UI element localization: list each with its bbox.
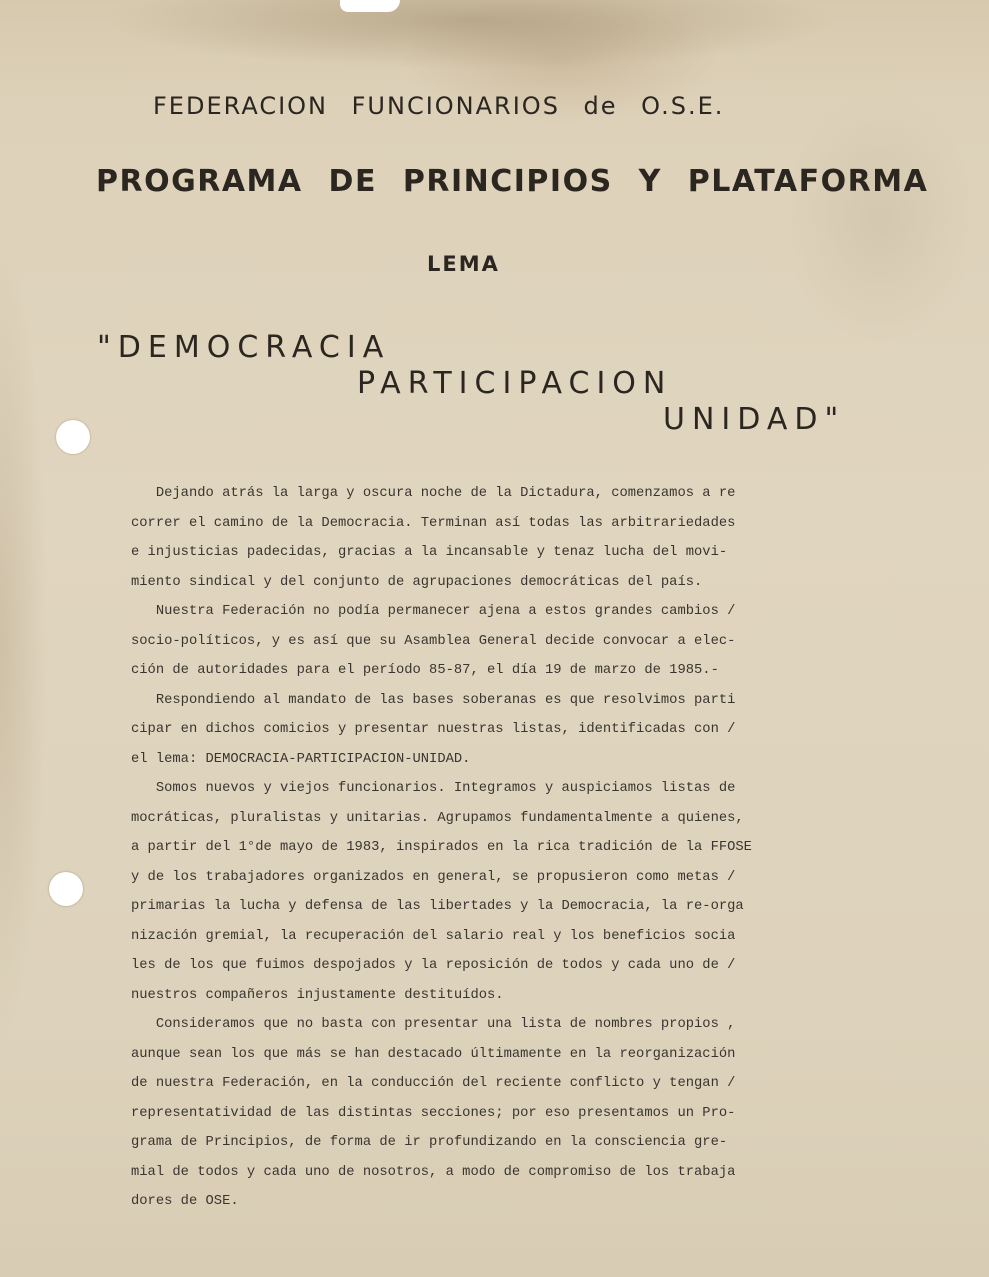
text-line: miento sindical y del conjunto de agrupaciones democráticas del país. bbox=[131, 574, 703, 590]
text-line: Dejando atrás la larga y oscura noche de la Dictadura, comenzamos a re bbox=[131, 486, 736, 501]
text-line: grama de Principios, de forma de ir profundizando en la consciencia gre- bbox=[131, 1135, 728, 1150]
text-line: Consideramos que no basta con presentar una lista de nombres propios , bbox=[131, 1017, 736, 1032]
text-line: mocráticas, pluralistas y unitarias. Agrupamos fundamentalmente a quienes, bbox=[131, 810, 744, 826]
text-line: Nuestra Federación no podía permanecer ajena a estos grandes cambios / bbox=[131, 604, 736, 619]
federation-title: FEDERACION FUNCIONARIOS de O.S.E. bbox=[153, 92, 725, 120]
text-line: nización gremial, la recuperación del salario real y los beneficios socia bbox=[131, 928, 736, 944]
text-line: correr el camino de la Democracia. Terminan así todas las arbitrariedades bbox=[131, 515, 736, 531]
lema-heading: LEMA bbox=[427, 252, 500, 276]
text-line: el lema: DEMOCRACIA-PARTICIPACION-UNIDAD. bbox=[131, 751, 471, 767]
text-line: representatividad de las distintas secciones; por eso presentamos un Pro- bbox=[131, 1105, 736, 1121]
text-line: Somos nuevos y viejos funcionarios. Integramos y auspiciamos listas de bbox=[131, 781, 736, 796]
punch-hole-bottom bbox=[49, 872, 83, 906]
text-line: ción de autoridades para el período 85-87, el día 19 de marzo de 1985.- bbox=[131, 663, 719, 678]
body-text bbox=[131, 479, 781, 1217]
text-line: socio-políticos, y es así que su Asamblea General decide convocar a elec- bbox=[131, 633, 736, 649]
motto-participacion: PARTICIPACION bbox=[357, 366, 673, 401]
motto-unidad: UNIDAD" bbox=[663, 402, 846, 437]
text-line: cipar en dichos comicios y presentar nuestras listas, identificadas con / bbox=[131, 722, 736, 737]
text-line: nuestros compañeros injustamente destituídos. bbox=[131, 987, 504, 1003]
text-line: e injusticias padecidas, gracias a la incansable y tenaz lucha del movi- bbox=[131, 545, 728, 560]
text-line: Respondiendo al mandato de las bases soberanas es que resolvimos parti bbox=[131, 692, 736, 708]
text-line: dores de OSE. bbox=[131, 1194, 239, 1209]
text-line: primarias la lucha y defensa de las libertades y la Democracia, la re-orga bbox=[131, 899, 744, 914]
punch-hole-top bbox=[56, 420, 90, 454]
text-line: mial de todos y cada uno de nosotros, a modo de compromiso de los trabaja bbox=[131, 1164, 736, 1180]
text-line: aunque sean los que más se han destacado últimamente en la reorganización bbox=[131, 1046, 736, 1062]
text-line: a partir del 1°de mayo de 1983, inspirados en la rica tradición de la FFOSE bbox=[131, 840, 752, 855]
motto-democracia: "DEMOCRACIA bbox=[97, 330, 391, 365]
torn-corner bbox=[340, 0, 400, 12]
text-line: les de los que fuimos despojados y la reposición de todos y cada uno de / bbox=[131, 958, 736, 973]
program-title: PROGRAMA DE PRINCIPIOS Y PLATAFORMA bbox=[96, 164, 929, 199]
text-line: de nuestra Federación, en la conducción del reciente conflicto y tengan / bbox=[131, 1076, 736, 1091]
text-line: y de los trabajadores organizados en general, se propusieron como metas / bbox=[131, 869, 736, 885]
